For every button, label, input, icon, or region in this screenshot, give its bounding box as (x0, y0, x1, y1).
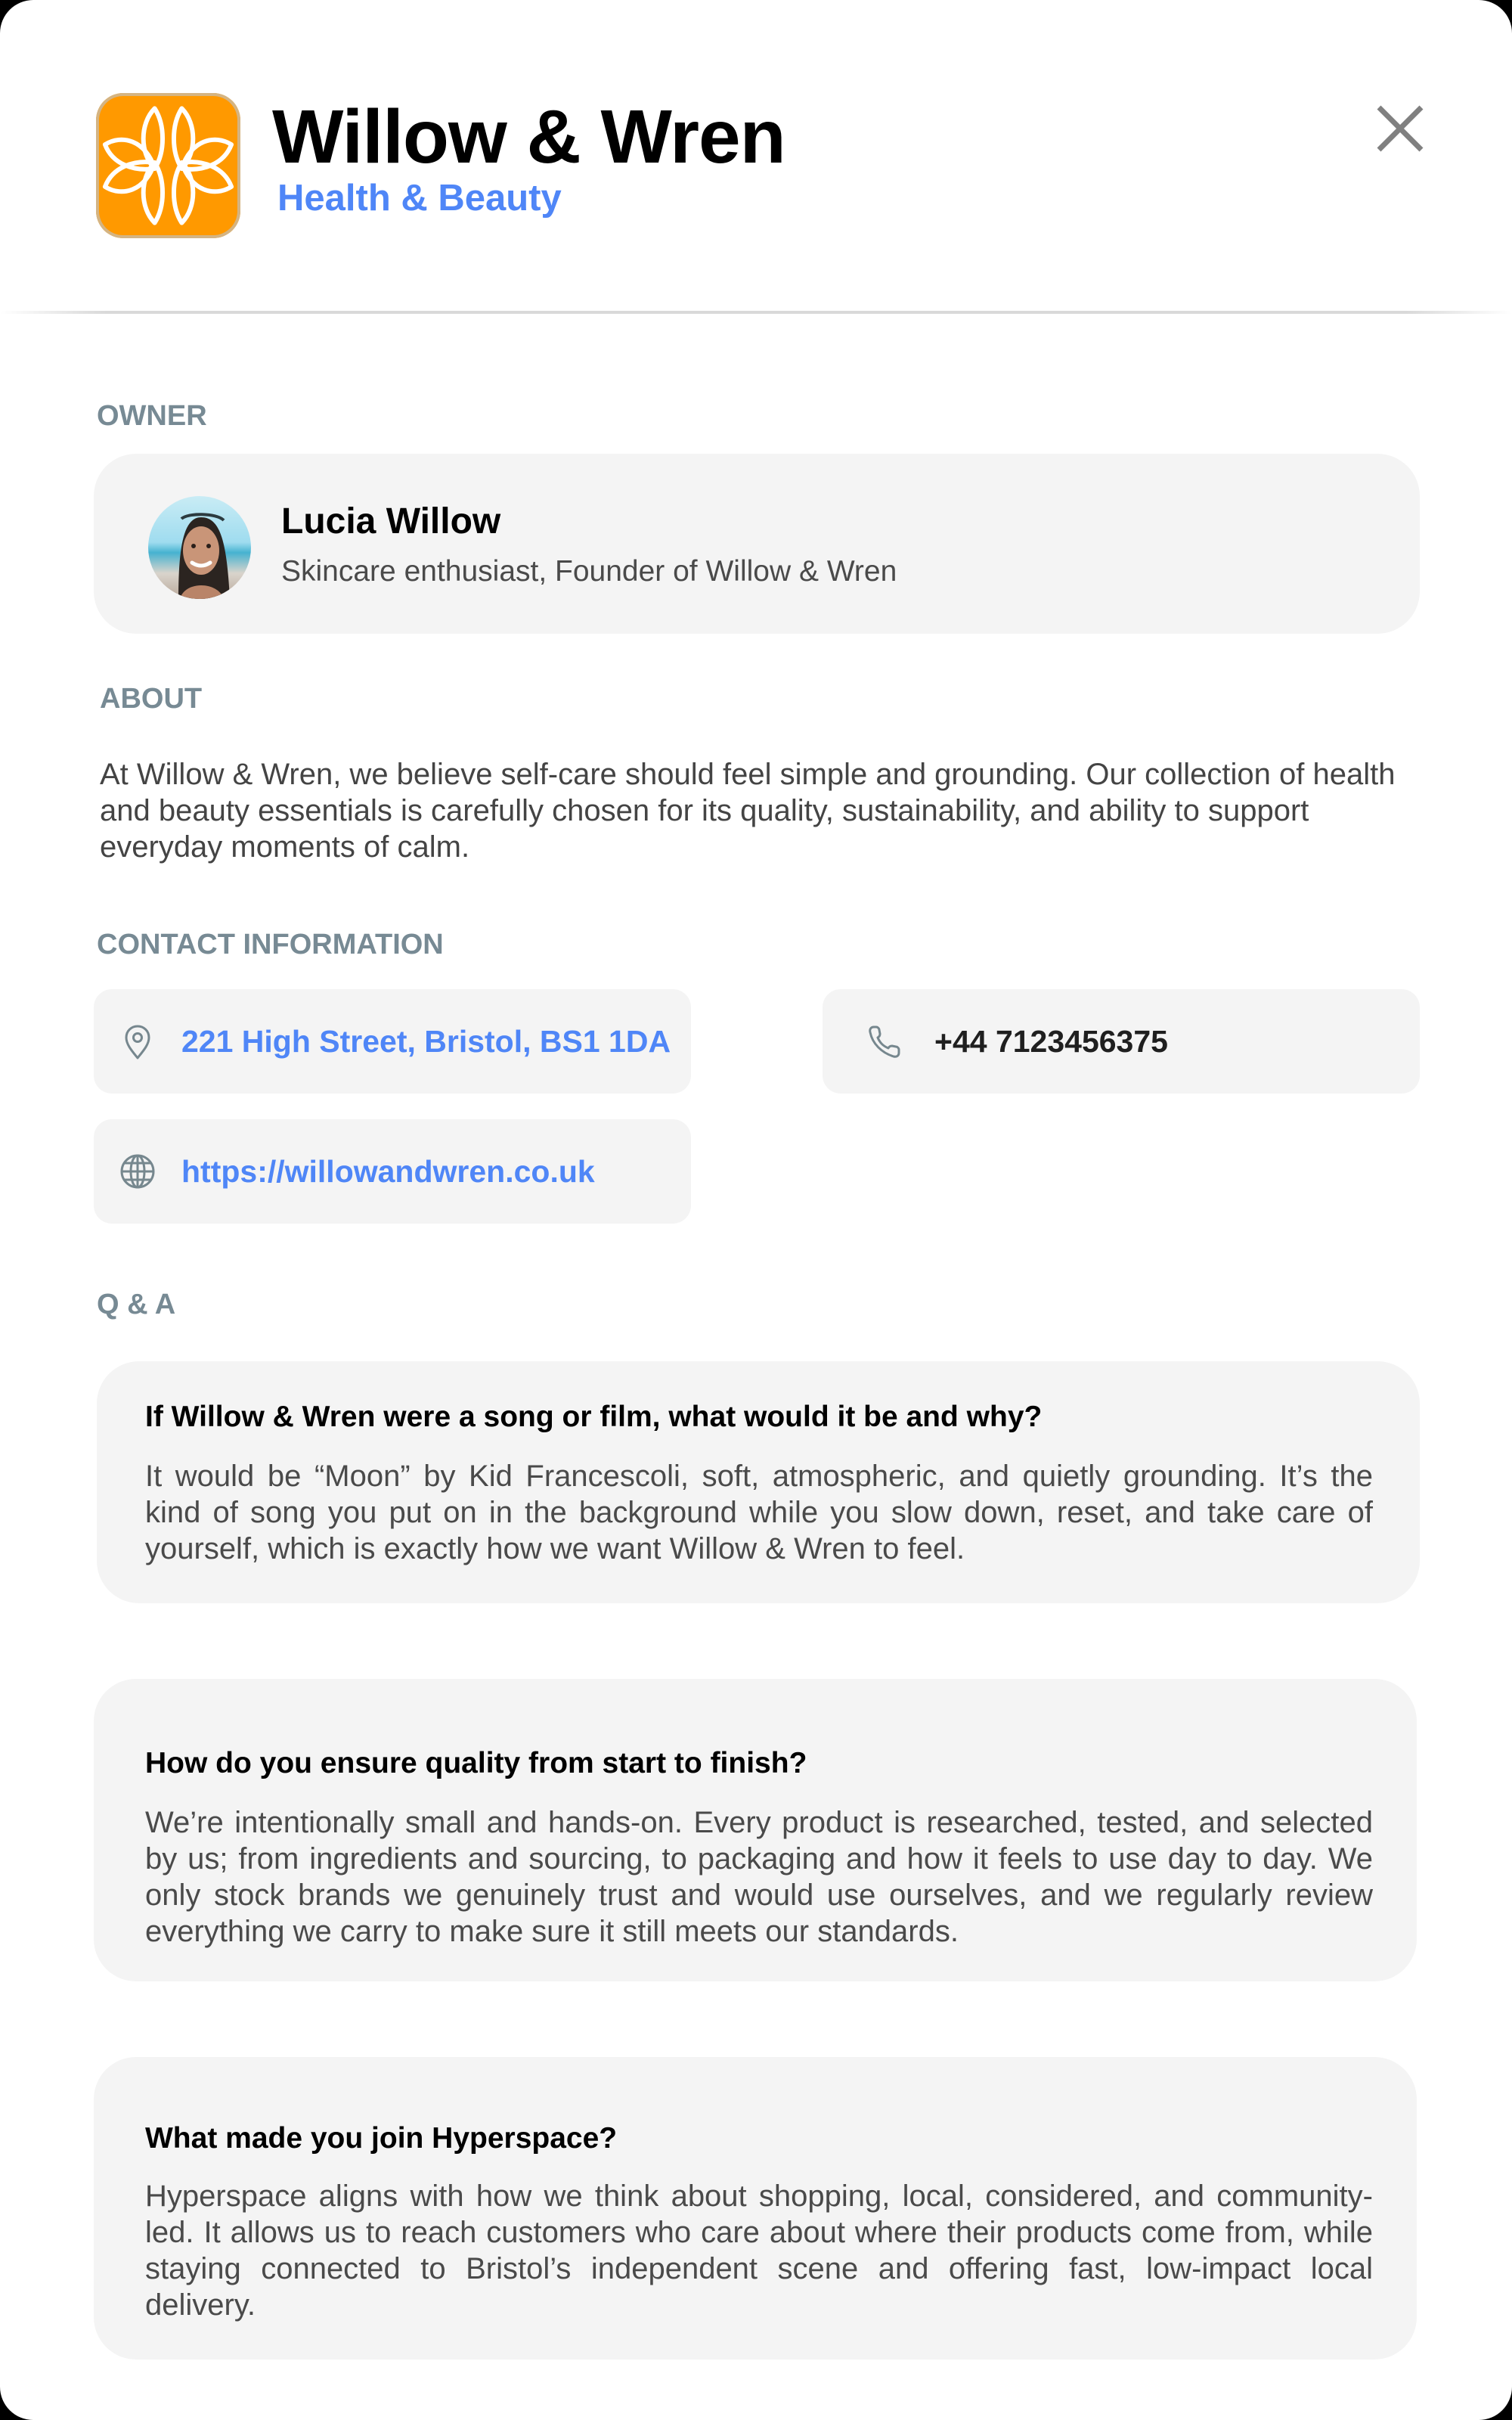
address-link[interactable]: 221 High Street, Bristol, BS1 1DA (181, 1024, 671, 1059)
qa-question: How do you ensure quality from start to finish? (145, 1747, 807, 1779)
phone-card[interactable] (823, 989, 1420, 1094)
map-pin-icon (118, 1022, 157, 1061)
qa-section-label: Q & A (97, 1289, 176, 1320)
leaf-flower-logo-icon (96, 93, 240, 238)
qa-item (94, 1679, 1417, 1981)
store-logo (96, 93, 240, 238)
qa-item (97, 1361, 1420, 1603)
owner-name: Lucia Willow (281, 501, 501, 541)
owner-section-label: OWNER (97, 400, 207, 432)
owner-role: Skincare enthusiast, Founder of Willow & Wren (281, 555, 897, 588)
store-category[interactable]: Health & Beauty (277, 178, 562, 219)
close-button[interactable] (1368, 97, 1432, 160)
qa-answer: We’re intentionally small and hands-on. Every product is researched, tested, and selected by us; from ingredients and sourcing, to packaging and how it feels to use day to day. We only stock brands we genuinely trust and would use ourselves, and we regularly review everything we carry to make sure it still meets our standards. (145, 1806, 1373, 1948)
qa-answer: It would be “Moon” by Kid Francescoli, soft, atmospheric, and quietly grounding. It’s the kind of song you put on in the background while you slow down, reset, and take care of yourself, which is exactly how we want Willow & Wren to feel. (145, 1460, 1373, 1565)
about-section-label: ABOUT (100, 683, 203, 715)
store-title: Willow & Wren (272, 95, 785, 179)
owner-card[interactable] (94, 454, 1420, 634)
website-link[interactable]: https://willowandwren.co.uk (181, 1154, 595, 1189)
globe-icon (118, 1152, 157, 1191)
phone-number[interactable]: +44 7123456375 (934, 1024, 1168, 1059)
header-divider (0, 311, 1512, 314)
qa-question: What made you join Hyperspace? (145, 2122, 618, 2155)
close-icon (1368, 97, 1432, 160)
phone-icon (865, 1022, 904, 1062)
about-text: At Willow & Wren, we believe self-care should feel simple and grounding. Our collection of health and beauty essentials is carefully chosen for its quality, sustainability, and ability to support everyday moments of calm. (100, 758, 1396, 864)
contact-section-label: CONTACT INFORMATION (97, 929, 444, 960)
qa-item (94, 2057, 1417, 2360)
address-card[interactable] (94, 989, 691, 1094)
owner-avatar-photo-icon (148, 496, 251, 599)
qa-question: If Willow & Wren were a song or film, what would it be and why? (145, 1401, 1043, 1433)
avatar (148, 496, 251, 599)
website-card[interactable] (94, 1119, 691, 1224)
qa-answer: Hyperspace aligns with how we think about shopping, local, considered, and community-led. It allows us to reach customers who care about where their products come from, while staying connected to Bristol’s independent scene and offering fast, low-impact local delivery. (145, 2180, 1373, 2322)
